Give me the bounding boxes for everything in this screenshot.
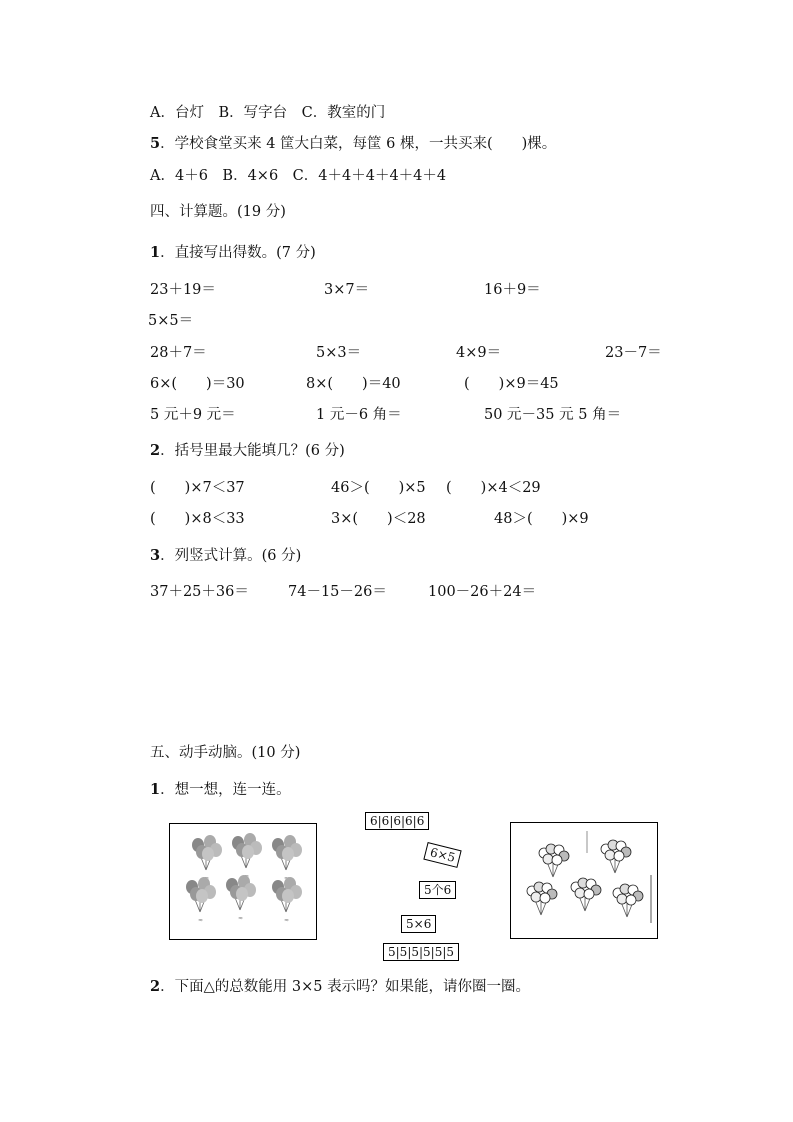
question-text: ．列竖式计算。(6 分) [160,548,302,564]
subquestion-5 [150,978,530,996]
math-item: 1 元－6 角＝ [316,407,402,423]
balloon-picture-right [510,822,658,939]
question-text: ．想一想，连一连。 [160,782,291,798]
math-item: 4×9＝ [456,345,502,361]
math-item: 23－7＝ [605,345,662,361]
section-5-title: 五、动手动脑。(10 分) [150,745,301,761]
math-item: ( )×4＜29 [446,480,541,496]
question-number: 2 [150,978,161,995]
math-item: 23＋19＝ [150,282,216,298]
subquestion-1 [150,244,316,262]
balloons-6-groups-icon: ≈ [170,824,316,939]
card-5x6[interactable]: 5×6 [401,915,436,933]
question-number: 2 [150,442,161,459]
math-item: 37＋25＋36＝ [150,584,249,600]
math-item: 6×( )＝30 [150,376,245,392]
math-item: 100－26＋24＝ [428,584,537,600]
card-5ge6[interactable]: 5个6 [419,881,456,899]
math-item: 28＋7＝ [150,345,207,361]
math-item: 5 元＋9 元＝ [150,407,236,423]
section-4-title: 四、计算题。(19 分) [150,204,286,220]
subquestion-2 [150,442,345,460]
math-item: 5×3＝ [316,345,362,361]
question-number: 1 [150,244,161,261]
question-text: ．直接写出得数。(7 分) [160,245,316,261]
subquestion-4 [150,781,291,799]
card-6666-6[interactable]: 6|6|6|6|6 [365,812,429,830]
math-item: 16＋9＝ [484,282,541,298]
question-number: 1 [150,781,161,798]
card-55555-5[interactable]: 5|5|5|5|5|5 [383,943,459,961]
math-item: ( )×7＜37 [150,480,245,496]
question-text: ．学校食堂买来 4 筐大白菜，每筐 6 棵，一共买来( )棵。 [160,136,557,152]
math-item: ( )×8＜33 [150,511,245,527]
math-item: 48＞( )×9 [494,511,589,527]
math-item: 3×7＝ [324,282,370,298]
question-number: 3 [150,547,161,564]
math-item: 8×( )＝40 [306,376,401,392]
question-5 [150,135,556,153]
subquestion-3 [150,547,301,565]
math-item: 74－15－26＝ [288,584,387,600]
math-item: 5×5＝ [148,313,194,329]
card-6x5[interactable]: 6×5 [423,842,462,868]
math-item: 50 元－35 元 5 角＝ [484,407,622,423]
q4-options: A．台灯 B．写字台 C．教室的门 [150,105,386,121]
math-item: 46＞( )×5 [331,480,426,496]
question-text: ．括号里最大能填几？(6 分) [160,443,345,459]
math-item: 3×( )＜28 [331,511,426,527]
math-item: ( )×9＝45 [464,376,559,392]
balloon-picture-left [169,823,317,940]
q5-options: A．4＋6 B．4×6 C．4＋4＋4＋4＋4＋4 [150,168,447,184]
question-text: ．下面△的总数能用 3×5 表示吗？如果能，请你圈一圈。 [160,979,531,995]
question-number: 5 [150,135,161,152]
balloons-5-groups-icon [511,823,657,938]
